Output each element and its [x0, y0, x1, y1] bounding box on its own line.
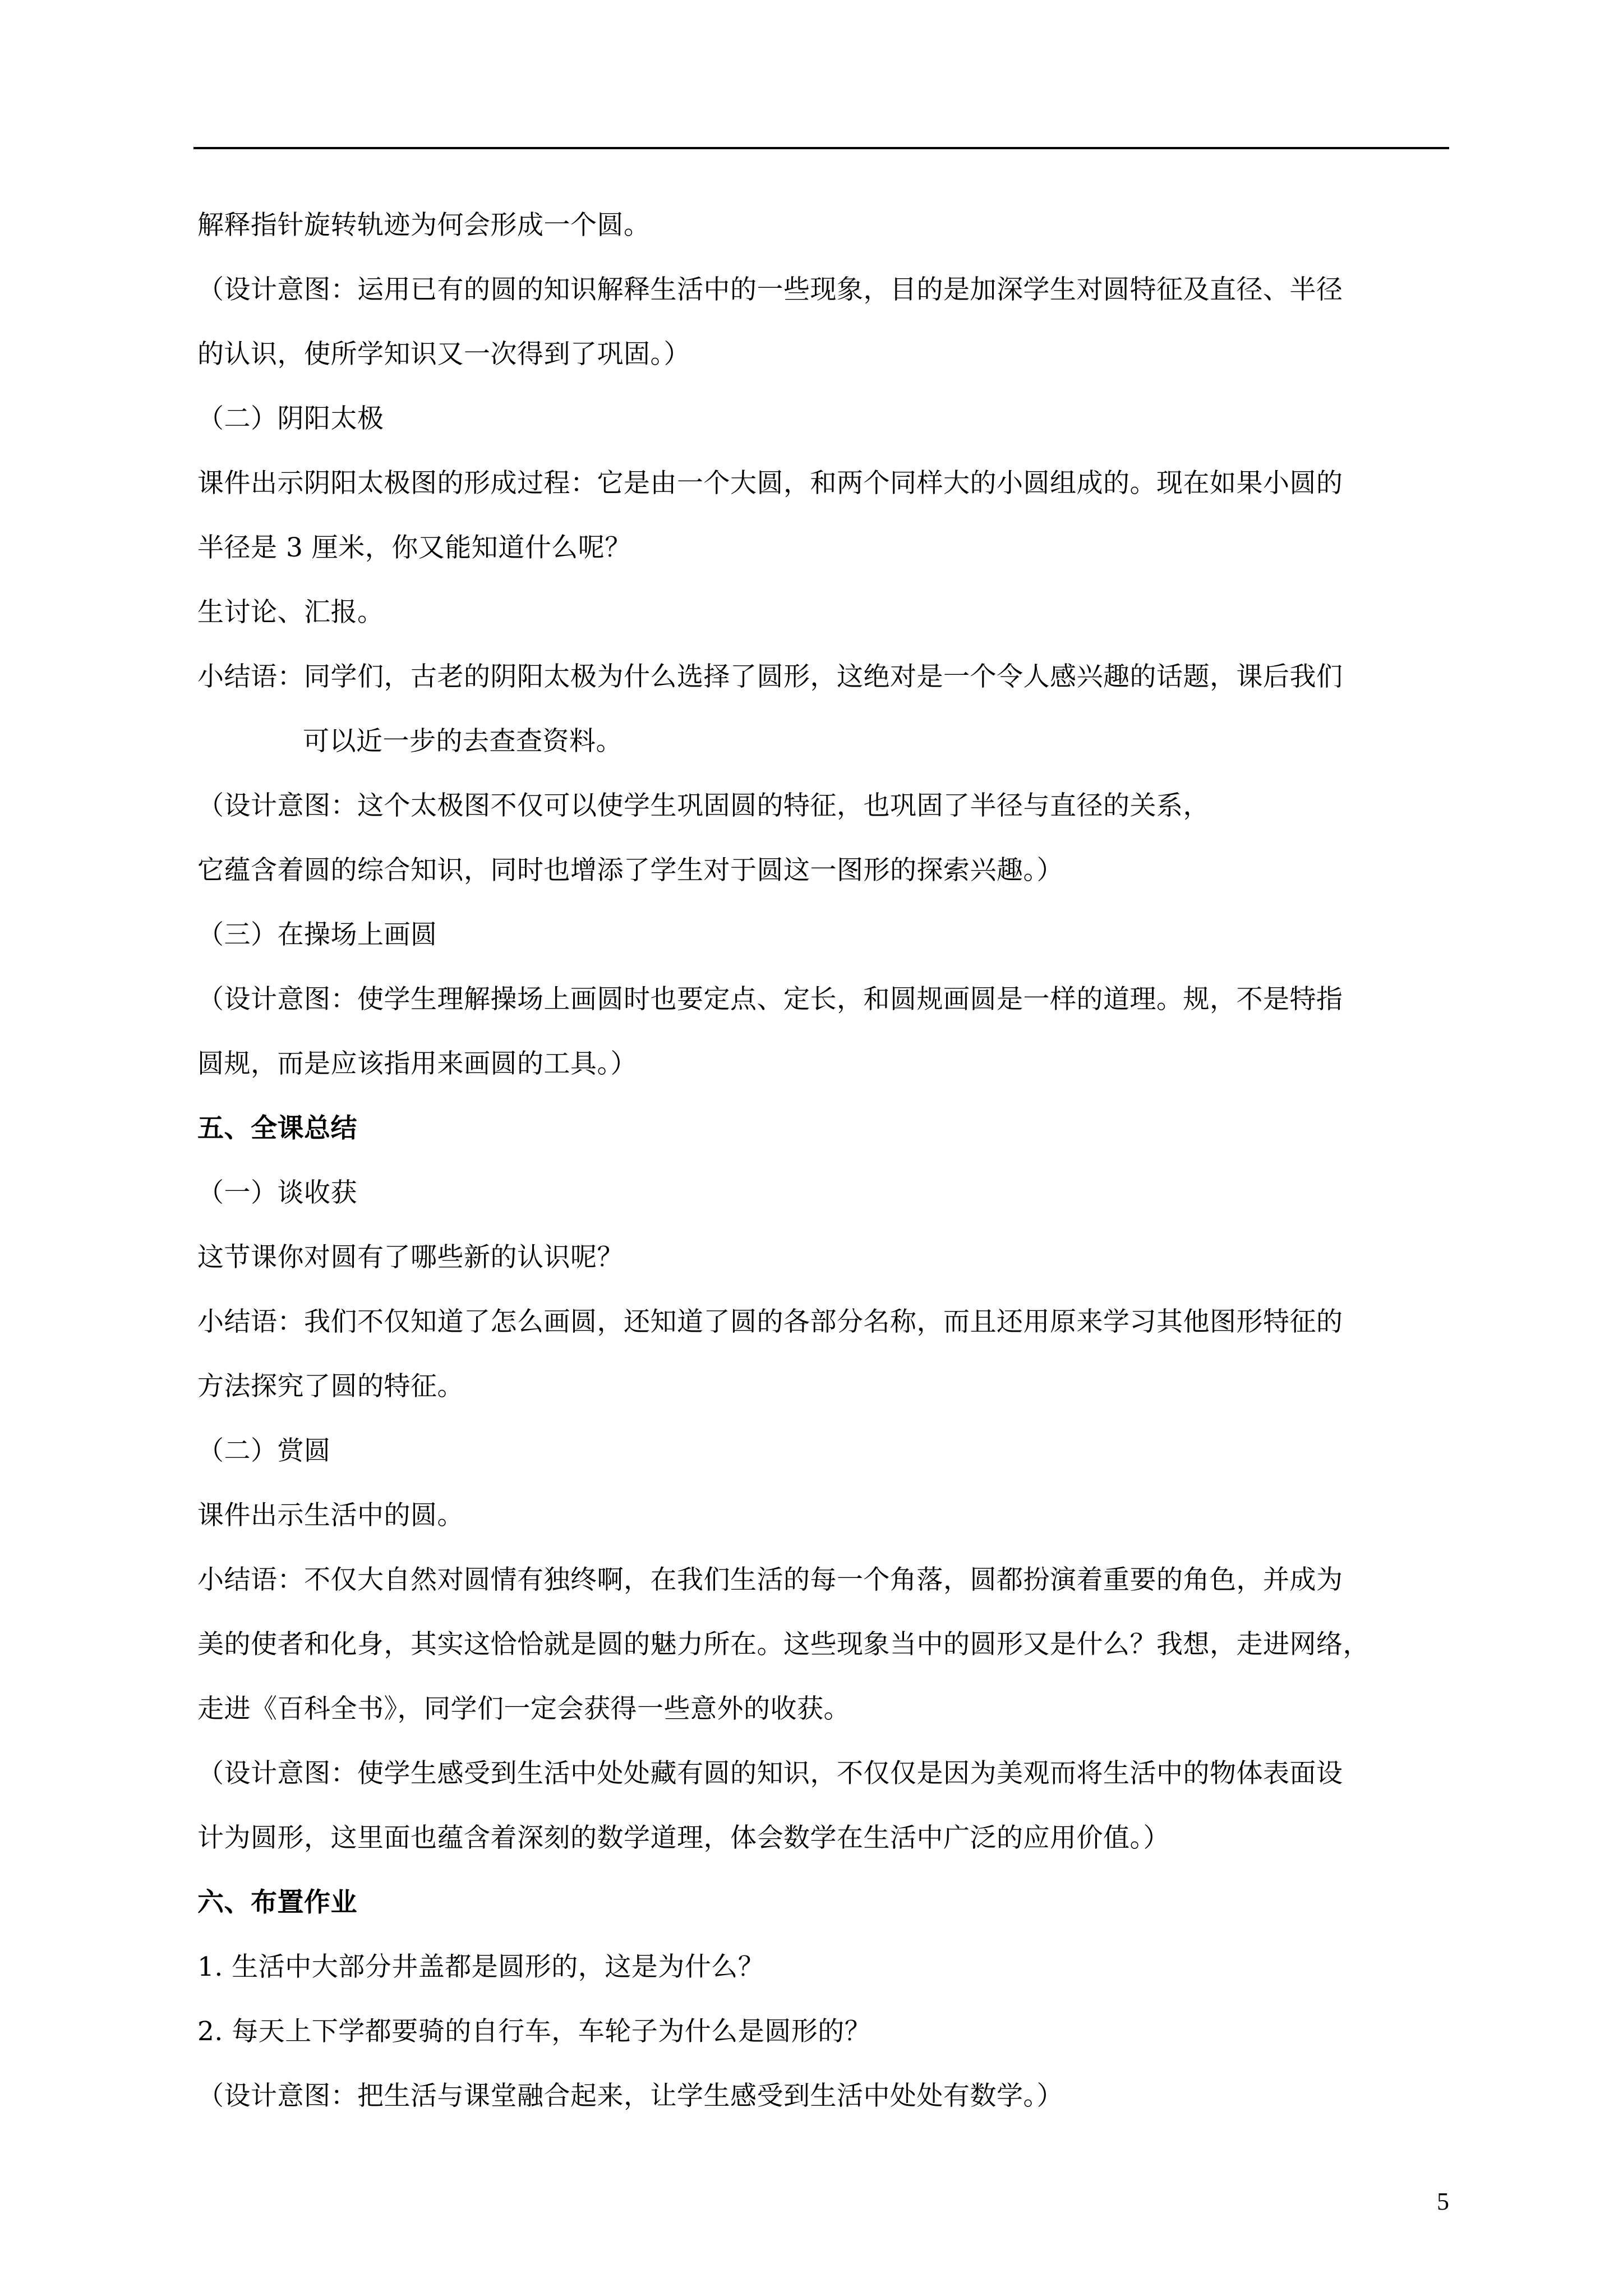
text-line: 方法探究了圆的特征。: [197, 1371, 464, 1402]
text-line: 可以近一步的去查查资料。: [303, 726, 623, 757]
text-line: 小结语：我们不仅知道了怎么画圆，还知道了圆的各部分名称，而且还用原来学习其他图形特征的: [197, 1306, 1343, 1337]
section-heading: 六、布置作业: [197, 1887, 357, 1918]
text-line: （一）谈收获: [197, 1177, 357, 1208]
document-body: [197, 209, 1449, 2144]
text-line: （二）阴阳太极: [197, 403, 384, 434]
text-line: （设计意图：使学生理解操场上画圆时也要定点、定长，和圆规画圆是一样的道理。规，不是特指: [197, 984, 1343, 1015]
page-number: 5: [1437, 2188, 1449, 2215]
text-line: （三）在操场上画圆: [197, 919, 437, 950]
text-line: 半径是 3 厘米，你又能知道什么呢？: [197, 532, 631, 563]
text-line: 生讨论、汇报。: [197, 597, 384, 628]
text-line: （设计意图：把生活与课堂融合起来，让学生感受到生活中处处有数学。）: [197, 2081, 1063, 2111]
text-line: （设计意图：运用已有的圆的知识解释生活中的一些现象，目的是加深学生对圆特征及直径、半径: [197, 274, 1343, 305]
text-line: （设计意图：这个太极图不仅可以使学生巩固圆的特征，也巩固了半径与直径的关系，: [197, 790, 1210, 821]
text-line: 2. 每天上下学都要骑的自行车，车轮子为什么是圆形的？: [197, 2016, 872, 2047]
text-line: 课件出示阴阳太极图的形成过程：它是由一个大圆，和两个同样大的小圆组成的。现在如果小圆的: [197, 468, 1343, 499]
text-line: 走进《百科全书》，同学们一定会获得一些意外的收获。: [197, 1694, 850, 1724]
text-line: 计为圆形，这里面也蕴含着深刻的数学道理，体会数学在生活中广泛的应用价值。）: [197, 1823, 1170, 1853]
text-line: 圆规，而是应该指用来画圆的工具。）: [197, 1048, 637, 1079]
text-line: 小结语：不仅大自然对圆情有独终啊，在我们生活的每一个角落，圆都扮演着重要的角色，并成为: [197, 1565, 1343, 1595]
header-rule: [193, 147, 1449, 149]
text-line: 这节课你对圆有了哪些新的认识呢？: [197, 1242, 624, 1273]
text-line: （设计意图：使学生感受到生活中处处藏有圆的知识，不仅仅是因为美观而将生活中的物体表面设: [197, 1758, 1343, 1789]
section-heading: 五、全课总结: [197, 1113, 357, 1144]
text-line: 小结语：同学们，古老的阴阳太极为什么选择了圆形，这绝对是一个令人感兴趣的话题，课后我们: [197, 661, 1343, 692]
text-line: （二）赏圆: [197, 1435, 331, 1466]
text-line: 美的使者和化身，其实这恰恰就是圆的魅力所在。这些现象当中的圆形又是什么？我想，走进网络，: [197, 1629, 1370, 1660]
text-line: 它蕴含着圆的综合知识，同时也增添了学生对于圆这一图形的探索兴趣。）: [197, 855, 1063, 886]
text-line: 解释指针旋转轨迹为何会形成一个圆。: [197, 210, 651, 241]
text-line: 课件出示生活中的圆。: [197, 1500, 464, 1531]
text-line: 1. 生活中大部分井盖都是圆形的，这是为什么？: [197, 1952, 765, 1982]
text-line: 的认识，使所学知识又一次得到了巩固。）: [197, 339, 690, 370]
